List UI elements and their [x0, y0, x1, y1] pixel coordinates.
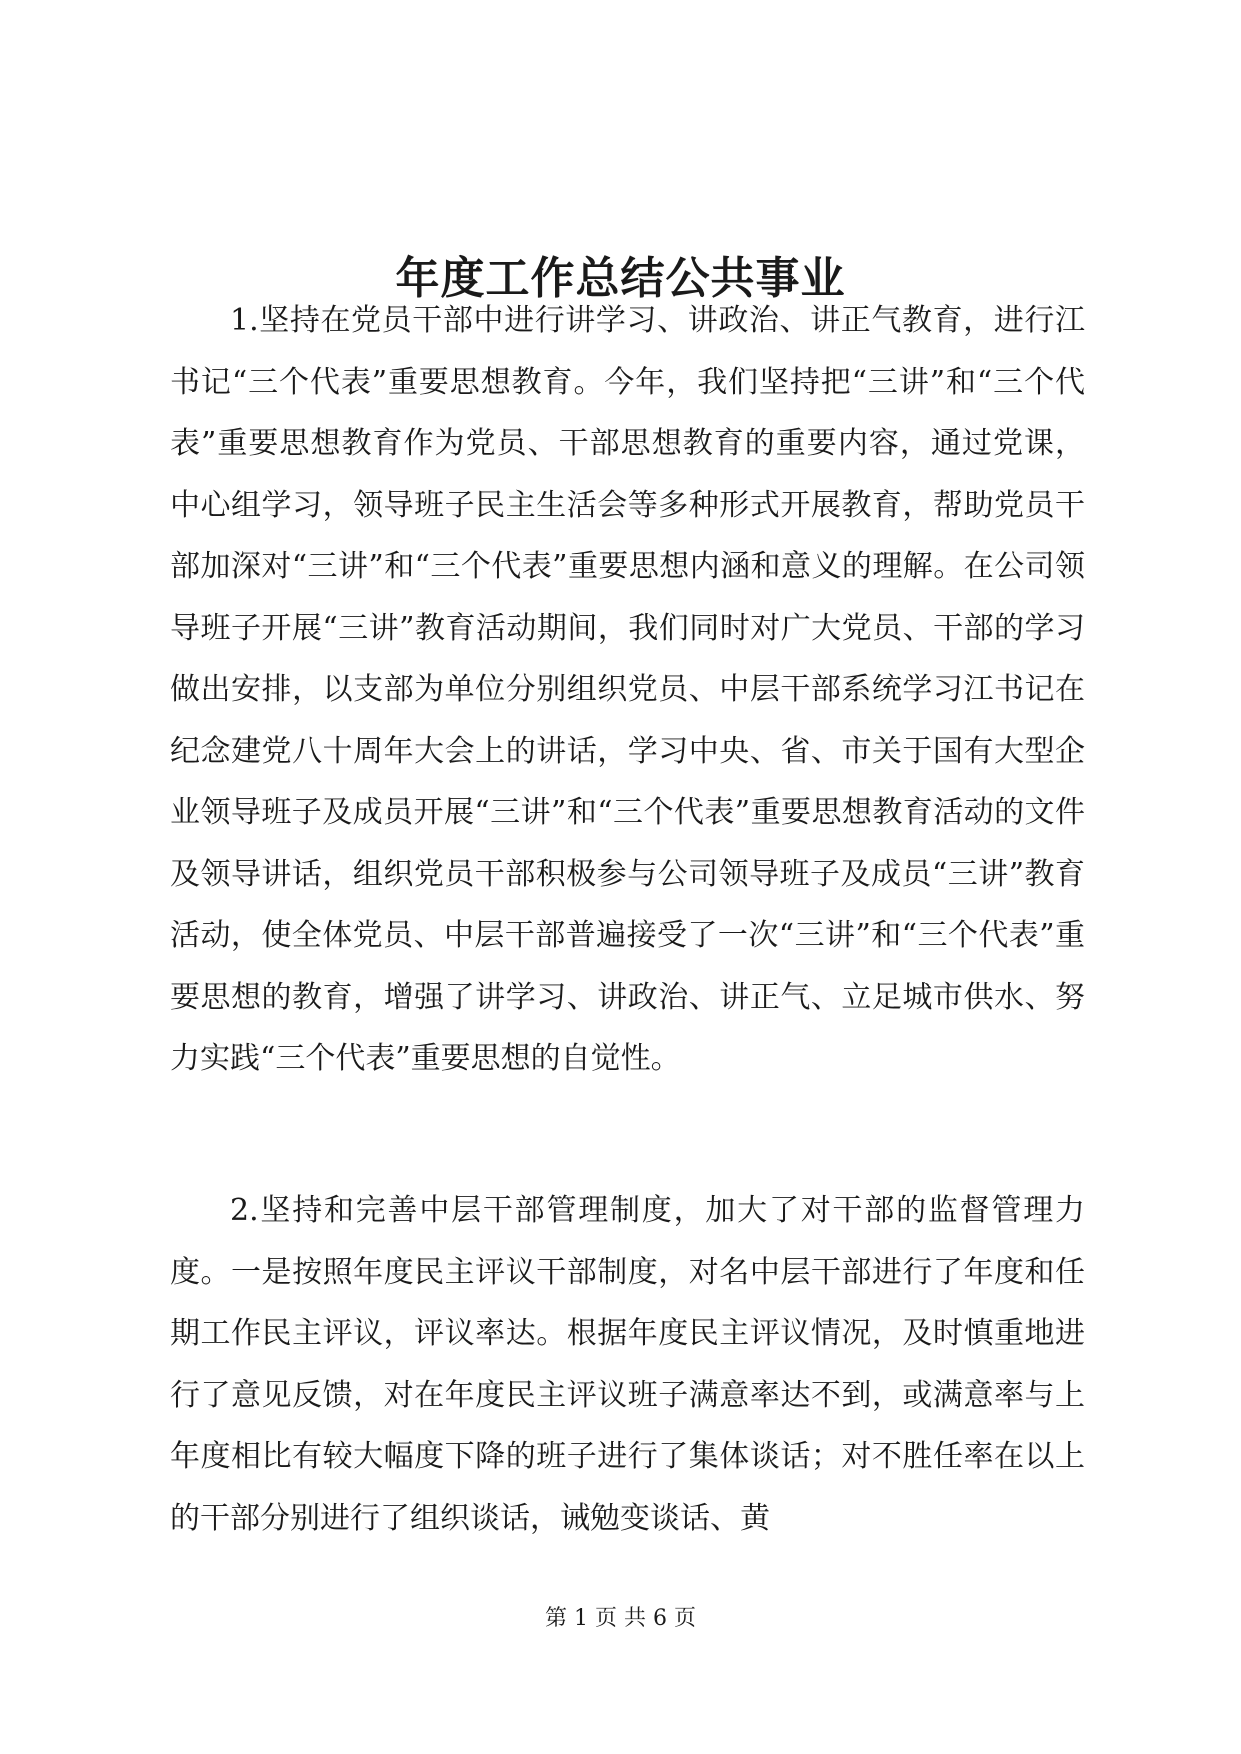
document-title: 年度工作总结公共事业 — [395, 253, 846, 305]
body-paragraph-1: 1.坚持在党员干部中进行讲学习、讲政治、讲正气教育，进行江书记“三个代表”重要思想教育。今年，我们坚持把“三讲”和“三个代表”重要思想教育作为党员、干部思想教育的重要内容，通过党课，中心组学习，领导班子民主生活会等多种形式开展教育，帮助党员干部加深对“三讲”和“三个代表”重要思想内涵和意义的理解。在公司领导班子开展“三讲”教育活动期间，我们同时对广大党员、干部的学习做出安排，以支部为单位分别组织党员、中层干部系统学习江书记在纪念建党八十周年大会上的讲话，学习中央、省、市关于国有大型企业领导班子及成员开展“三讲”和“三个代表”重要思想教育活动的文件及领导讲话，组织党员干部积极参与公司领导班子及成员“三讲”教育活动，使全体党员、中层干部普遍接受了一次“三讲”和“三个代表”重要思想的教育，增强了讲学习、讲政治、讲正气、立足城市供水、努力实践“三个代表”重要思想的自觉性。 — [170, 303, 1085, 1076]
page-number-footer: 第 1 页 共 6 页 — [545, 1606, 696, 1631]
body-paragraph-2: 2.坚持和完善中层干部管理制度，加大了对干部的监督管理力度。一是按照年度民主评议干部制度，对名中层干部进行了年度和任期工作民主评议，评议率达。根据年度民主评议情况，及时慎重地进行了意见反馈，对在年度民主评议班子满意率达不到，或满意率与上年度相比有较大幅度下降的班子进行了集体谈话；对不胜任率在以上的干部分别进行了组织谈话，诫勉变谈话、黄 — [170, 1193, 1085, 1536]
